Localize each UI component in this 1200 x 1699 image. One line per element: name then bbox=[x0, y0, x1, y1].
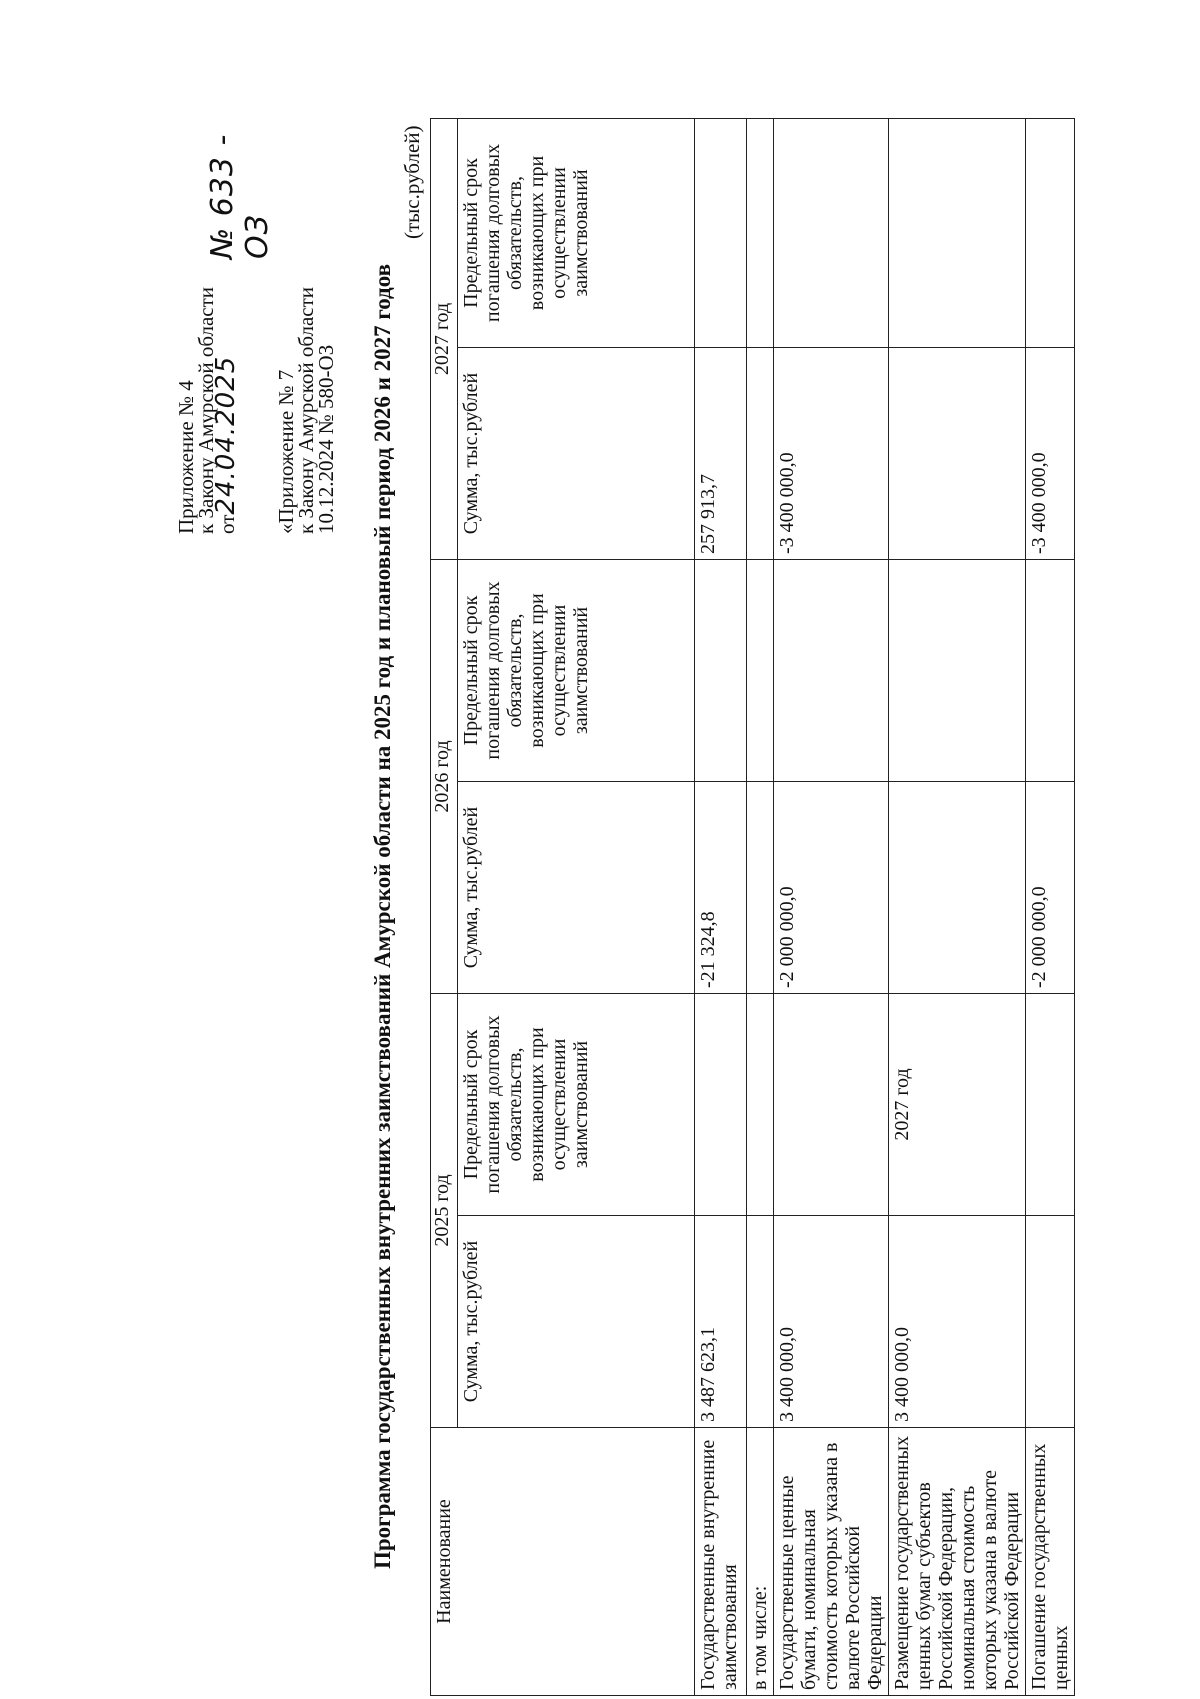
table-row bbox=[774, 119, 889, 1696]
table-row bbox=[889, 119, 1026, 1696]
appendix-4-line-2: к Закону Амурской области bbox=[194, 286, 218, 534]
year-2027-header: 2027 год bbox=[431, 119, 458, 560]
sum-2027 bbox=[747, 348, 774, 560]
term-header-2026: Предельный срок погашения долговых обязательств, возникающих при осуществлении заимствований bbox=[458, 560, 695, 782]
table-row bbox=[695, 119, 747, 1696]
appendix-4-header bbox=[174, 286, 241, 534]
appendix-7-line-2: к Закону Амурской области bbox=[294, 286, 318, 534]
appendix-4-line-3 bbox=[211, 287, 241, 534]
row-name: Государственные внутренние заимствования bbox=[695, 1428, 747, 1696]
term-header-2027: Предельный срок погашения долговых обязательств, возникающих при осуществлении заимствований bbox=[458, 119, 695, 348]
sum-2026 bbox=[889, 782, 1026, 994]
sum-header-2025: Сумма, тыс.рублей bbox=[458, 1216, 695, 1428]
year-2025-header: 2025 год bbox=[431, 994, 458, 1428]
sum-2025 bbox=[747, 1216, 774, 1428]
term-2026 bbox=[695, 560, 747, 782]
year-2026-header: 2026 год bbox=[431, 560, 458, 994]
term-2026 bbox=[747, 560, 774, 782]
sum-2026 bbox=[747, 782, 774, 994]
sum-2026: -21 324,8 bbox=[695, 782, 747, 994]
sum-2027 bbox=[889, 348, 1026, 560]
appendix-4-date-prefix: от bbox=[215, 514, 239, 534]
term-2027 bbox=[889, 119, 1026, 348]
document-title: Программа государственных внутренних заимствований Амурской области на 2025 год и плановый период 2026 и 2027 годов bbox=[370, 263, 395, 1569]
sum-2025 bbox=[1026, 1216, 1075, 1428]
year-header-row bbox=[431, 119, 458, 1696]
term-2026 bbox=[1026, 560, 1075, 782]
term-2027 bbox=[1026, 119, 1075, 348]
term-2027 bbox=[774, 119, 889, 348]
sum-2027: -3 400 000,0 bbox=[774, 348, 889, 560]
term-header-2025: Предельный срок погашения долговых обязательств, возникающих при осуществлении заимствований bbox=[458, 994, 695, 1216]
term-2026 bbox=[774, 560, 889, 782]
term-2025 bbox=[1026, 994, 1075, 1216]
sum-2025: 3 487 623,1 bbox=[695, 1216, 747, 1428]
term-2027 bbox=[695, 119, 747, 348]
term-2025 bbox=[774, 994, 889, 1216]
sum-2027: -3 400 000,0 bbox=[1026, 348, 1075, 560]
table-row bbox=[1026, 119, 1075, 1696]
sum-2026: -2 000 000,0 bbox=[774, 782, 889, 994]
document-page bbox=[0, 99, 1200, 1699]
appendix-7-line-1: «Приложение № 7 bbox=[274, 369, 298, 534]
row-name: Государственные ценные бумаги, номинальная стоимость которых указана в валюте Российской Федерации bbox=[774, 1428, 889, 1696]
sum-header-2027: Сумма, тыс.рублей bbox=[458, 348, 695, 560]
appendix-7-header bbox=[276, 287, 336, 534]
handwritten-date: 24.04.2025 bbox=[211, 355, 241, 515]
sum-2027: 257 913,7 bbox=[695, 348, 747, 560]
sum-2026: -2 000 000,0 bbox=[1026, 782, 1075, 994]
table-row bbox=[747, 119, 774, 1696]
appendix-4-line-1: Приложение № 4 bbox=[174, 380, 198, 534]
sum-2025: 3 400 000,0 bbox=[889, 1216, 1026, 1428]
row-name: Погашение государственных ценных bbox=[1026, 1428, 1075, 1696]
name-column-header: Наименование bbox=[431, 1428, 695, 1696]
appendix-7-line-3: 10.12.2024 № 580-ОЗ bbox=[314, 344, 338, 534]
term-2025: 2027 год bbox=[889, 994, 1026, 1216]
sum-header-2026: Сумма, тыс.рублей bbox=[458, 782, 695, 994]
term-2027 bbox=[747, 119, 774, 348]
term-2025 bbox=[695, 994, 747, 1216]
term-2025 bbox=[747, 994, 774, 1216]
handwritten-law-number: № 633 - ОЗ bbox=[205, 133, 275, 259]
row-name: в том числе: bbox=[747, 1428, 774, 1696]
sum-2025: 3 400 000,0 bbox=[774, 1216, 889, 1428]
row-name: Размещение государственных ценных бумаг субъектов Российской Федерации, номинальная стоимость которых указана в валюте Российской Федерации bbox=[889, 1428, 1026, 1696]
term-2026 bbox=[889, 560, 1026, 782]
units-label: (тыс.рублей) bbox=[400, 125, 424, 239]
borrowings-table bbox=[430, 118, 1075, 1696]
